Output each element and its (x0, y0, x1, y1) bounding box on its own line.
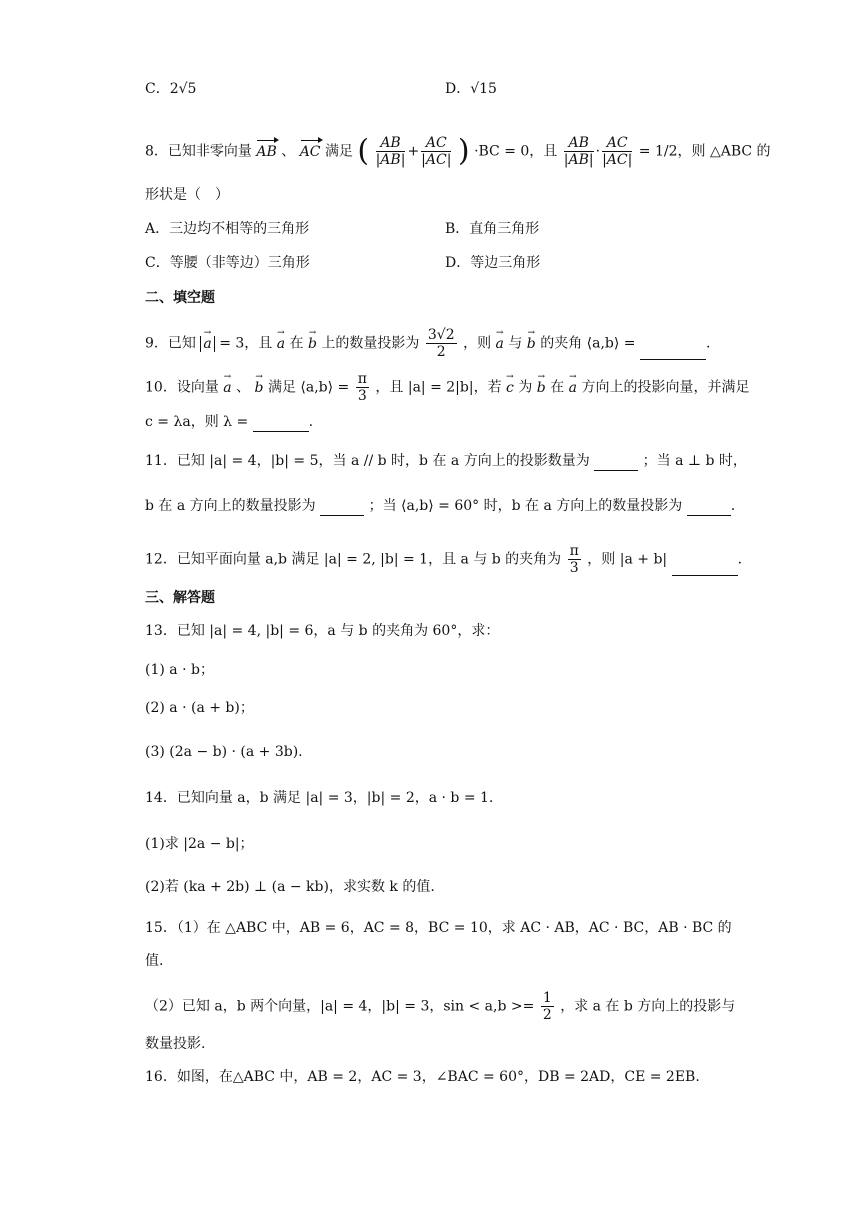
q8-cond1: ·BC = 0，且 (474, 143, 558, 160)
q8-stem-c: △ABC 的 (709, 143, 771, 160)
q11-answer-blank-3[interactable] (687, 501, 731, 516)
q11-answer-blank-2[interactable] (320, 501, 364, 516)
q8-cond2: = 1/2，则 (638, 143, 706, 160)
q8-stem-a: 8．已知非零向量 (145, 143, 252, 160)
q9-fraction: $\frac{3√2}{2}$ (427, 327, 455, 360)
document-page: C．2√5 D．√15 8．已知非零向量 AB 、 AC 满足 ( $\frac{AB}{|AB|}$ + $\frac{AC}{|AC|}$ ) ·BC = 0，且 $\frac{AB}{|AB|}$ · $\frac{AC}{|AC|}$ = 1/2，则 △ABC 的 形状是（ ） A．三边均不相等的三角形 B．直角三角形 C．等腰（非等边）三角形 D．等边三角形 二、填空题 9．已知 → a = 3，且 → a 在 → b 上的数量投影为 $\frac{3√2}{2}$ ，则 → a 与 → b 的夹角 ⟨a,b⟩ = . 10．设向量 → a 、 → b 满足 ⟨a,b⟩ = $\frac{\pi}{3}$ ，且 |a| = 2|b|，若 → c 为 → b 在 → a 方向上的投影向量，并满足 c = λa，则 λ = . 11．已知 |a| = 4，|b| = 5，当 a // b 时，b 在 a 方向上的投影数量为 ；当 a ⊥ b 时， b 在 a 方向上的数量投影为 ；当 ⟨a,b⟩ = 60° 时，b 在 a 方向上的数量投影为 . 12．已知平面向量 a,b 满足 |a| = 2, |b| = 1，且 a 与 b 的夹角为 $\frac{\pi}{3}$ ，则 |a + b| . 三、解答题 13．已知 |a| = 4, |b| = 6，a 与 b 的夹角为 60°，求： (1) a · b； (2) a · (a + b)； (3) (2a − b) · (a + 3b). 14．已知向量 a，b 满足 |a| = 3，|b| = 2，a · b = 1. (1)求 |2a − b|； (2)若 (ka + 2b) ⊥ (a − kb)，求实数 k 的值. 15．（1）在 △ABC 中，AB = 6，AC = 8，BC = 10，求 AC · AB，AC · BC，AB · BC 的 值. （2）已知 a，b 两个向量，|a| = 4，|b| = 3，sin < a,b >= $\frac{1}{2}$ ，求 a 在 b 方向上的投影与 数量投影. 16．如图，在△ABC 中，AB = 2，AC = 3，∠BAC = 60°，DB = 2AD，CE = 2EB. (0, 0, 860, 1216)
q8-option-a: A．三边均不相等的三角形 (145, 221, 310, 237)
q7-option-d: D．√15 (445, 81, 497, 97)
q11-answer-blank-1[interactable] (594, 456, 638, 471)
q10-answer-blank[interactable] (253, 417, 309, 432)
q8-option-d: D．等边三角形 (445, 255, 541, 271)
q8-option-b: B．直角三角形 (445, 221, 540, 237)
unit-ab-fraction: $\frac{AB}{|AB|}$ (375, 135, 406, 168)
vector-ab: AB (256, 140, 276, 162)
q10-fraction: $\frac{\pi}{3}$ (357, 371, 367, 404)
q7-option-c: C．2√5 (145, 81, 197, 97)
q12-fraction: $\frac{\pi}{3}$ (569, 543, 579, 576)
q9-answer-blank[interactable] (640, 345, 706, 360)
unit-ac-fraction: $\frac{AC}{|AC|}$ (421, 135, 452, 168)
q15-fraction: $\frac{1}{2}$ (542, 990, 552, 1023)
vector-ac: AC (300, 140, 321, 162)
q12-answer-blank[interactable] (672, 561, 738, 576)
q8-option-c: C．等腰（非等边）三角形 (145, 255, 310, 271)
